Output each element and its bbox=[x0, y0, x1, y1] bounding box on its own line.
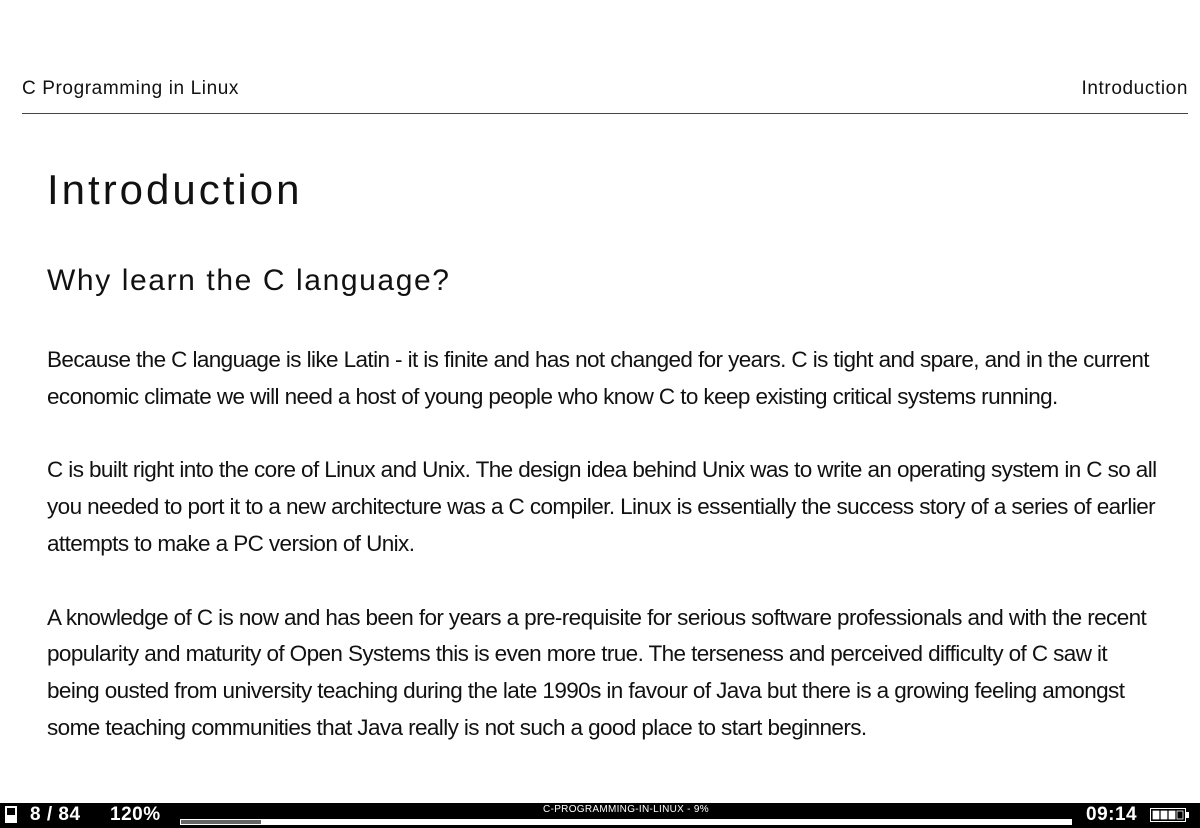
chapter-title: Introduction bbox=[47, 166, 303, 213]
paragraph: Because the C language is like Latin - it is finite and has not changed for years. C is tight and spare, and in the current economic climate we will need a host of young people who know C to keep existing critical systems running. bbox=[47, 347, 1149, 409]
paragraph: C is built right into the core of Linux and Unix. The design idea behind Unix was to write an operating system in C so all you needed to port it to a new architecture was a C compiler. Linux is essentially the success story of a series of earlier attempts to make a PC version of Unix. bbox=[47, 457, 1157, 556]
body-text bbox=[47, 342, 1157, 783]
paragraph: A knowledge of C is now and has been for years a pre-requisite for serious software professionals and with the recent popularity and maturity of Open Systems this is even more true. The terseness and perceived difficulty of C saw it being ousted from university teaching during the late 1990s in favour of Java but there is a growing feeling amongst some teaching communities that Java really is not such a good place to start beginners. bbox=[47, 604, 1147, 740]
reading-progress-fill bbox=[181, 820, 261, 824]
header-divider bbox=[22, 113, 1188, 114]
battery-cell bbox=[1177, 811, 1183, 819]
document-progress-label: C-PROGRAMMING-IN-LINUX - 9% bbox=[543, 804, 709, 815]
running-header bbox=[22, 78, 1188, 100]
battery-icon bbox=[1150, 808, 1190, 822]
zoom-level[interactable]: 120% bbox=[110, 804, 161, 825]
section-title: Why learn the C language? bbox=[47, 264, 451, 297]
clock: 09:14 bbox=[1086, 804, 1138, 825]
battery-cell bbox=[1153, 811, 1159, 819]
battery-cell bbox=[1161, 811, 1167, 819]
bookmark-icon[interactable] bbox=[5, 806, 17, 823]
battery-cell bbox=[1169, 811, 1175, 819]
reading-progress-bar[interactable] bbox=[180, 819, 1072, 825]
status-bar bbox=[0, 803, 1200, 828]
book-title: C Programming in Linux bbox=[22, 78, 240, 99]
chapter-name: Introduction bbox=[1081, 78, 1188, 99]
page-counter[interactable]: 8 / 84 bbox=[30, 804, 81, 825]
